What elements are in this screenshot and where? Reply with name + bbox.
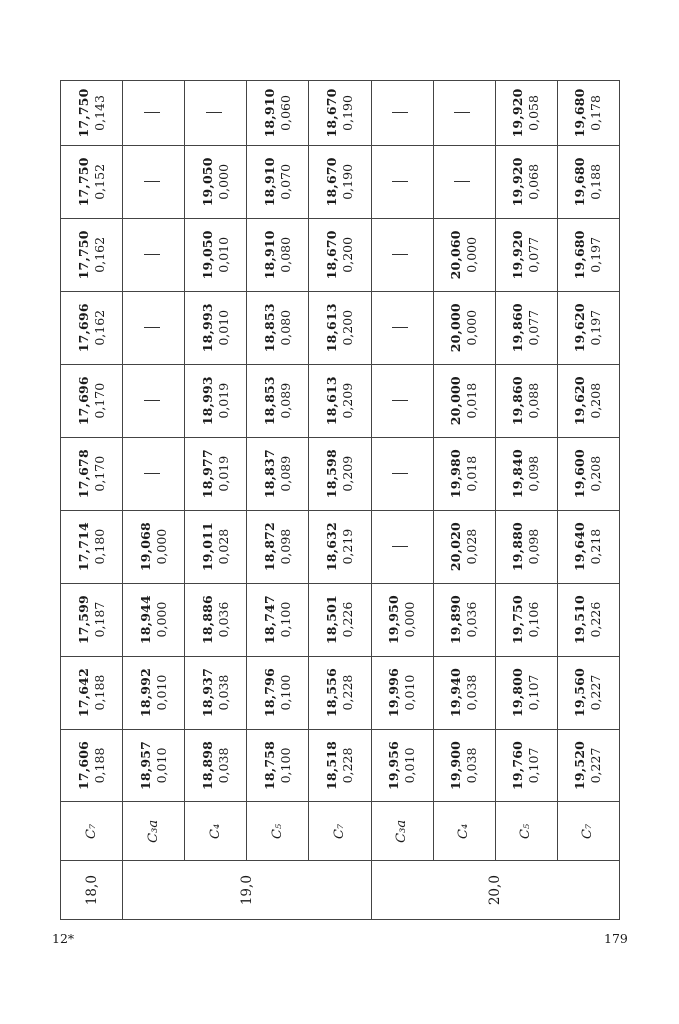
empty-dash-cell: [123, 145, 185, 218]
dash-mark: [144, 181, 160, 182]
value-secondary: 0,180: [91, 528, 107, 565]
value-cell: [309, 656, 371, 729]
value-primary: 19,920: [510, 230, 526, 280]
value-cell: [309, 583, 371, 656]
value-cell: [433, 510, 495, 583]
class-label-cell: C₃а: [371, 802, 433, 861]
value-secondary: 0,100: [277, 747, 293, 784]
value-secondary: 0,227: [588, 674, 604, 711]
value-primary: 18,632: [323, 522, 339, 572]
value-secondary: 0,188: [91, 747, 107, 784]
table-row: [433, 81, 495, 920]
value-primary: 17,714: [75, 522, 91, 572]
value-primary: 19,068: [137, 522, 153, 572]
value-cell: [61, 729, 123, 802]
value-secondary: 0,028: [464, 528, 480, 565]
value-primary: 18,518: [323, 740, 339, 791]
value-primary: 19,760: [510, 740, 526, 791]
value-primary: 20,000: [448, 376, 464, 426]
dash-mark: [392, 254, 408, 255]
value-cell: [495, 145, 557, 218]
value-cell: [557, 437, 619, 510]
value-secondary: 0,060: [277, 95, 293, 131]
dash-mark: [454, 112, 470, 113]
value-primary: 18,853: [261, 376, 277, 426]
value-secondary: 0,218: [588, 528, 604, 565]
value-primary: 19,920: [510, 157, 526, 207]
value-secondary: 0,018: [464, 382, 480, 419]
value-cell: [123, 729, 185, 802]
value-cell: [495, 729, 557, 802]
dash-mark: [144, 112, 160, 113]
value-secondary: 0,098: [526, 528, 542, 565]
value-secondary: 0,188: [588, 163, 604, 200]
value-cell: [495, 510, 557, 583]
value-secondary: 0,162: [91, 236, 107, 273]
value-primary: 19,860: [510, 376, 526, 426]
value-cell: [557, 218, 619, 291]
value-primary: 18,613: [323, 303, 339, 353]
value-cell: [371, 729, 433, 802]
value-secondary: 0,208: [588, 382, 604, 419]
empty-dash-cell: [371, 510, 433, 583]
value-cell: [433, 729, 495, 802]
value-cell: [557, 510, 619, 583]
value-primary: 19,860: [510, 303, 526, 353]
value-primary: 18,796: [261, 668, 277, 718]
value-secondary: 0,038: [464, 674, 480, 711]
value-primary: 19,520: [572, 740, 588, 791]
value-primary: 17,696: [75, 303, 91, 353]
value-cell: [247, 81, 309, 146]
value-cell: [247, 510, 309, 583]
value-primary: 19,840: [510, 449, 526, 499]
value-secondary: 0,098: [277, 528, 293, 565]
value-primary: 17,678: [75, 449, 91, 499]
value-cell: [61, 583, 123, 656]
value-secondary: 0,190: [339, 163, 355, 200]
class-label-cell: C₅: [495, 802, 557, 861]
class-label-cell: C₇: [61, 802, 123, 861]
dash-mark: [392, 181, 408, 182]
table-row: [557, 81, 619, 920]
value-primary: 20,020: [448, 522, 464, 572]
value-cell: [557, 291, 619, 364]
value-secondary: 0,010: [402, 674, 418, 711]
value-cell: [185, 145, 247, 218]
embryo-length-cell: 18,0: [61, 861, 123, 920]
dash-mark: [392, 546, 408, 547]
value-secondary: 0,028: [215, 528, 231, 565]
value-cell: [495, 437, 557, 510]
value-cell: [309, 364, 371, 437]
value-cell: [123, 510, 185, 583]
value-secondary: 0,188: [91, 674, 107, 711]
value-cell: [557, 656, 619, 729]
value-secondary: 0,098: [526, 455, 542, 492]
value-primary: 18,937: [199, 668, 215, 718]
value-primary: 19,680: [572, 88, 588, 138]
table-row: [247, 81, 309, 920]
value-secondary: 0,077: [526, 309, 542, 346]
empty-dash-cell: [371, 364, 433, 437]
value-cell: [433, 291, 495, 364]
value-secondary: 0,200: [339, 236, 355, 273]
table-body: [61, 81, 620, 920]
dash-mark: [144, 327, 160, 328]
value-secondary: 0,089: [277, 382, 293, 419]
value-cell: [247, 437, 309, 510]
dash-mark: [392, 112, 408, 113]
value-primary: 18,910: [261, 157, 277, 207]
value-cell: [61, 510, 123, 583]
empty-dash-cell: [371, 145, 433, 218]
value-cell: [185, 291, 247, 364]
value-cell: [557, 81, 619, 146]
value-cell: [309, 510, 371, 583]
value-primary: 19,620: [572, 376, 588, 426]
value-primary: 18,598: [323, 449, 339, 499]
value-secondary: 0,070: [277, 163, 293, 200]
value-secondary: 0,143: [91, 95, 107, 131]
value-cell: [309, 291, 371, 364]
value-cell: [185, 510, 247, 583]
value-secondary: 0,219: [339, 528, 355, 565]
class-label-cell: C₃а: [123, 802, 185, 861]
value-primary: 19,980: [448, 449, 464, 499]
dash-mark: [392, 327, 408, 328]
dash-mark: [144, 254, 160, 255]
value-secondary: 0,000: [153, 528, 169, 565]
value-primary: 18,670: [323, 88, 339, 138]
value-secondary: 0,010: [153, 674, 169, 711]
value-secondary: 0,226: [588, 601, 604, 638]
value-primary: 19,680: [572, 157, 588, 207]
empty-dash-cell: [371, 437, 433, 510]
value-cell: [61, 291, 123, 364]
class-label-cell: C₅: [247, 802, 309, 861]
value-cell: [557, 583, 619, 656]
value-primary: 19,680: [572, 230, 588, 280]
class-label-cell: C₄: [433, 802, 495, 861]
value-cell: [123, 583, 185, 656]
dash-mark: [206, 112, 222, 113]
empty-dash-cell: [185, 81, 247, 146]
value-secondary: 0,000: [215, 163, 231, 200]
value-primary: 19,620: [572, 303, 588, 353]
empty-dash-cell: [433, 81, 495, 146]
value-primary: 18,556: [323, 668, 339, 718]
value-secondary: 0,106: [526, 601, 542, 638]
empty-dash-cell: [371, 81, 433, 146]
value-cell: [247, 364, 309, 437]
value-secondary: 0,038: [464, 747, 480, 784]
value-primary: 18,670: [323, 157, 339, 207]
value-primary: 19,560: [572, 668, 588, 718]
value-primary: 17,599: [75, 595, 91, 645]
data-table: [60, 80, 620, 920]
value-primary: 19,920: [510, 88, 526, 138]
value-cell: [247, 291, 309, 364]
value-cell: [61, 364, 123, 437]
value-primary: 18,670: [323, 230, 339, 280]
value-primary: 19,050: [199, 157, 215, 207]
value-cell: [247, 729, 309, 802]
value-secondary: 0,152: [91, 163, 107, 200]
value-cell: [185, 656, 247, 729]
value-primary: 18,837: [261, 449, 277, 499]
embryo-length-cell: 19,0: [123, 861, 371, 920]
value-primary: 17,750: [75, 88, 91, 138]
table-row: [185, 81, 247, 920]
value-cell: [433, 437, 495, 510]
value-primary: 19,950: [386, 595, 402, 645]
value-cell: [557, 729, 619, 802]
value-cell: [309, 81, 371, 146]
value-secondary: 0,170: [91, 382, 107, 419]
value-primary: 18,898: [199, 740, 215, 791]
value-primary: 18,853: [261, 303, 277, 353]
value-primary: 18,910: [261, 88, 277, 138]
dash-mark: [392, 400, 408, 401]
value-secondary: 0,227: [588, 747, 604, 784]
value-primary: 18,977: [199, 449, 215, 499]
value-primary: 18,501: [323, 595, 339, 645]
value-secondary: 0,200: [339, 309, 355, 346]
value-primary: 19,510: [572, 595, 588, 645]
table-row: [309, 81, 371, 920]
value-secondary: 0,038: [215, 674, 231, 711]
value-secondary: 0,107: [526, 674, 542, 711]
value-secondary: 0,089: [277, 455, 293, 492]
value-cell: [495, 218, 557, 291]
value-primary: 17,696: [75, 376, 91, 426]
class-label-cell: C₄: [185, 802, 247, 861]
value-primary: 17,750: [75, 157, 91, 207]
empty-dash-cell: [123, 437, 185, 510]
table-row: [495, 81, 557, 920]
page-mark-left: 12*: [52, 931, 75, 946]
value-secondary: 0,088: [526, 382, 542, 419]
value-cell: [185, 583, 247, 656]
table-row: [123, 81, 185, 920]
value-cell: [433, 583, 495, 656]
empty-dash-cell: [123, 81, 185, 146]
value-cell: [495, 291, 557, 364]
value-primary: 17,606: [75, 740, 91, 791]
value-secondary: 0,197: [588, 309, 604, 346]
value-secondary: 0,019: [215, 455, 231, 492]
empty-dash-cell: [123, 291, 185, 364]
value-cell: [495, 656, 557, 729]
dash-mark: [144, 400, 160, 401]
value-cell: [185, 364, 247, 437]
value-primary: 19,940: [448, 668, 464, 718]
value-cell: [309, 218, 371, 291]
value-secondary: 0,000: [464, 236, 480, 273]
value-primary: 19,880: [510, 522, 526, 572]
value-secondary: 0,197: [588, 236, 604, 273]
value-secondary: 0,000: [153, 601, 169, 638]
value-primary: 19,800: [510, 668, 526, 718]
dash-mark: [454, 181, 470, 182]
value-secondary: 0,226: [339, 601, 355, 638]
value-primary: 18,872: [261, 522, 277, 572]
value-secondary: 0,038: [215, 747, 231, 784]
dash-mark: [144, 473, 160, 474]
value-cell: [309, 437, 371, 510]
value-cell: [247, 145, 309, 218]
value-cell: [495, 583, 557, 656]
value-secondary: 0,010: [215, 236, 231, 273]
value-primary: 20,000: [448, 303, 464, 353]
value-secondary: 0,010: [215, 309, 231, 346]
value-secondary: 0,010: [402, 747, 418, 784]
value-secondary: 0,170: [91, 455, 107, 492]
value-cell: [247, 656, 309, 729]
empty-dash-cell: [123, 218, 185, 291]
value-secondary: 0,000: [464, 309, 480, 346]
value-secondary: 0,100: [277, 674, 293, 711]
rotated-table-sheet: [60, 80, 620, 920]
value-cell: [433, 656, 495, 729]
page-number: 179: [604, 931, 628, 946]
value-secondary: 0,228: [339, 674, 355, 711]
value-cell: [185, 437, 247, 510]
value-primary: 17,642: [75, 668, 91, 718]
value-secondary: 0,080: [277, 309, 293, 346]
value-secondary: 0,077: [526, 236, 542, 273]
value-primary: 19,890: [448, 595, 464, 645]
value-cell: [433, 218, 495, 291]
table-row: [61, 81, 123, 920]
value-primary: 18,944: [137, 595, 153, 645]
value-cell: [61, 656, 123, 729]
value-primary: 18,910: [261, 230, 277, 280]
value-primary: 18,993: [199, 303, 215, 353]
value-primary: 19,750: [510, 595, 526, 645]
value-secondary: 0,209: [339, 455, 355, 492]
value-cell: [61, 145, 123, 218]
value-secondary: 0,228: [339, 747, 355, 784]
value-primary: 18,747: [261, 595, 277, 645]
empty-dash-cell: [371, 218, 433, 291]
table-row: [371, 81, 433, 920]
value-cell: [61, 437, 123, 510]
value-secondary: 0,208: [588, 455, 604, 492]
value-primary: 18,613: [323, 376, 339, 426]
value-primary: 18,992: [137, 668, 153, 718]
value-secondary: 0,036: [464, 601, 480, 638]
value-cell: [185, 218, 247, 291]
value-secondary: 0,178: [588, 95, 604, 131]
value-cell: [185, 729, 247, 802]
value-secondary: 0,187: [91, 601, 107, 638]
value-primary: 19,011: [199, 522, 215, 572]
value-primary: 19,050: [199, 230, 215, 280]
value-primary: 18,886: [199, 595, 215, 645]
value-primary: 18,957: [137, 740, 153, 791]
class-label-cell: C₇: [557, 802, 619, 861]
value-secondary: 0,107: [526, 747, 542, 784]
value-cell: [495, 81, 557, 146]
value-secondary: 0,162: [91, 309, 107, 346]
value-secondary: 0,190: [339, 95, 355, 131]
embryo-length-cell: 20,0: [371, 861, 619, 920]
value-primary: 19,900: [448, 740, 464, 791]
value-secondary: 0,036: [215, 601, 231, 638]
value-secondary: 0,058: [526, 95, 542, 131]
value-cell: [371, 583, 433, 656]
value-cell: [247, 583, 309, 656]
value-secondary: 0,000: [402, 601, 418, 638]
value-cell: [433, 364, 495, 437]
value-cell: [123, 656, 185, 729]
value-secondary: 0,209: [339, 382, 355, 419]
empty-dash-cell: [371, 291, 433, 364]
value-primary: 18,758: [261, 740, 277, 791]
value-cell: [557, 145, 619, 218]
value-secondary: 0,100: [277, 601, 293, 638]
value-primary: 18,993: [199, 376, 215, 426]
value-secondary: 0,068: [526, 163, 542, 200]
value-cell: [309, 729, 371, 802]
value-primary: 20,060: [448, 230, 464, 280]
value-cell: [309, 145, 371, 218]
dash-mark: [392, 473, 408, 474]
class-label-cell: C₇: [309, 802, 371, 861]
empty-dash-cell: [433, 145, 495, 218]
value-primary: 19,600: [572, 449, 588, 499]
value-primary: 17,750: [75, 230, 91, 280]
value-primary: 19,996: [386, 668, 402, 718]
empty-dash-cell: [123, 364, 185, 437]
value-cell: [247, 218, 309, 291]
value-primary: 19,640: [572, 522, 588, 572]
value-secondary: 0,019: [215, 382, 231, 419]
value-cell: [495, 364, 557, 437]
value-cell: [61, 218, 123, 291]
value-secondary: 0,018: [464, 455, 480, 492]
value-primary: 19,956: [386, 740, 402, 791]
value-secondary: 0,010: [153, 747, 169, 784]
value-cell: [557, 364, 619, 437]
value-cell: [61, 81, 123, 146]
value-cell: [371, 656, 433, 729]
value-secondary: 0,080: [277, 236, 293, 273]
